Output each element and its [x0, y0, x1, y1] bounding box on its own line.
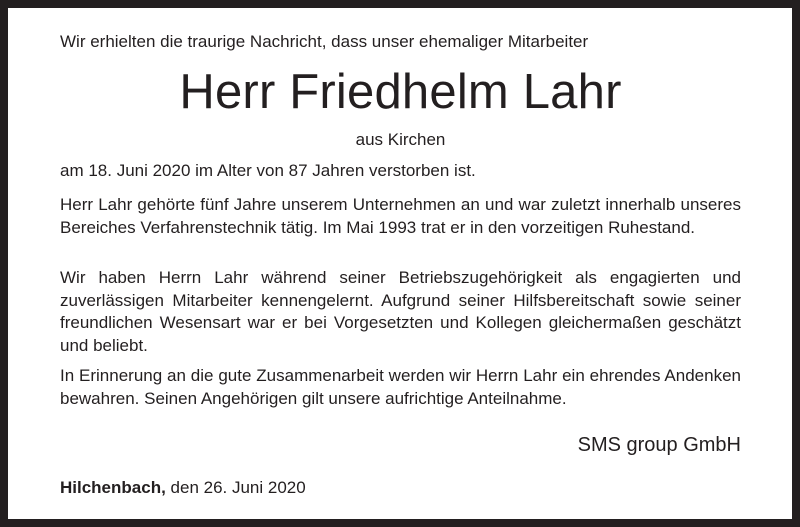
deceased-name: Herr Friedhelm Lahr [179, 65, 622, 119]
paragraph-career: Herr Lahr gehörte fünf Jahre unserem Unternehmen an und war zuletzt innerhalb unseres Bereiches Verfahrenstechnik tätig. Im Mai 1993 trat er in den vorzeitigen Ruhestand. [60, 195, 741, 237]
paragraph-appreciation: Wir haben Herrn Lahr während seiner Betriebszugehörigkeit als engagierten und zuverlässigen Mitarbeiter kennengelernt. Aufgrund seiner Hilfsbereitschaft sowie seiner freundlichen Wesensart war er bei Vorgesetzten und Kollegen gleichermaßen geschätzt und beliebt. [60, 268, 741, 355]
company-signature: SMS group GmbH [577, 434, 741, 456]
intro-text: Wir erhielten die traurige Nachricht, dass unser ehemaliger Mitarbeiter [60, 32, 589, 51]
notice-date: den 26. Juni 2020 [165, 478, 306, 497]
paragraph-condolence: In Erinnerung an die gute Zusammenarbeit werden wir Herrn Lahr ein ehrendes Andenken bewahren. Seinen Angehörigen gilt unsere aufrichtige Anteilnahme. [60, 366, 741, 408]
origin-text: aus Kirchen [355, 130, 446, 149]
death-date-text: am 18. Juni 2020 im Alter von 87 Jahren verstorben ist. [60, 161, 476, 180]
place-name: Hilchenbach, [60, 478, 166, 497]
dateline [60, 477, 306, 499]
